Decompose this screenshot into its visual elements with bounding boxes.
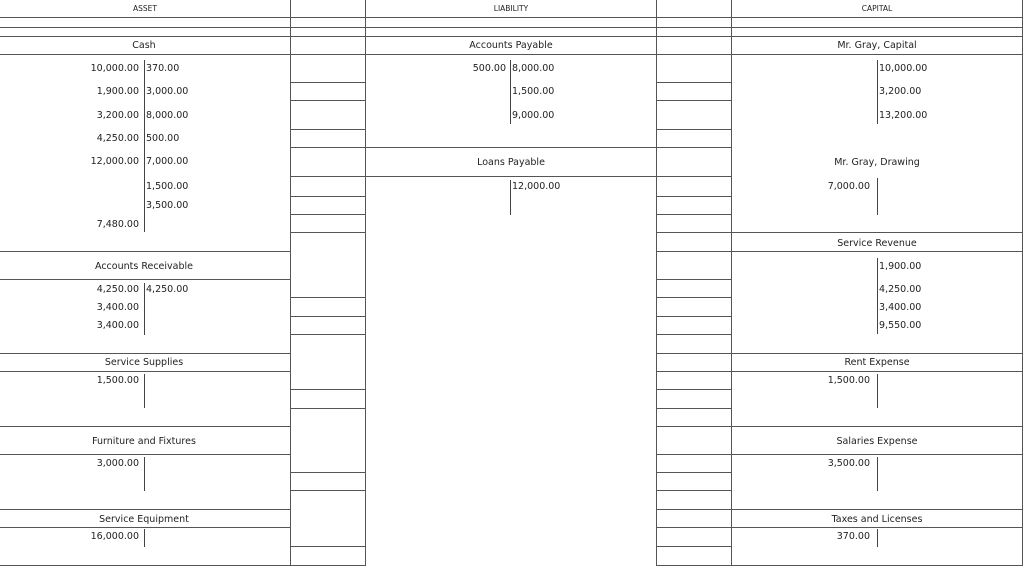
grid-rule <box>290 129 365 130</box>
grid-rule <box>731 251 1023 252</box>
grid-rule <box>0 54 1023 55</box>
debit-amount: 12,000.00 <box>90 156 139 167</box>
grid-rule <box>656 454 731 455</box>
debit-amount: 4,250.00 <box>96 133 139 144</box>
grid-rule <box>290 214 365 215</box>
grid-rule <box>731 232 1023 233</box>
grid-rule <box>656 232 731 233</box>
grid-rule <box>656 251 731 252</box>
credit-balance: 13,200.00 <box>879 110 928 121</box>
grid-rule <box>656 371 731 372</box>
grid-rule <box>0 36 1023 37</box>
grid-rule <box>0 251 290 252</box>
account-title-service-equipment: Service Equipment <box>99 514 189 525</box>
grid-rule <box>731 509 1023 510</box>
grid-rule <box>0 527 290 528</box>
t-account-divider <box>877 258 878 334</box>
credit-amount: 370.00 <box>146 63 180 74</box>
debit-amount: 500.00 <box>472 63 506 74</box>
debit-amount: 10,000.00 <box>90 63 139 74</box>
debit-amount: 7,000.00 <box>827 181 870 192</box>
grid-rule <box>0 565 366 566</box>
debit-amount: 16,000.00 <box>90 531 139 542</box>
account-title-accounts-payable: Accounts Payable <box>469 40 553 51</box>
credit-amount: 500.00 <box>146 133 180 144</box>
grid-rule <box>731 426 1023 427</box>
column-divider <box>365 0 366 566</box>
grid-rule <box>656 527 731 528</box>
account-title-salaries-expense: Salaries Expense <box>836 436 918 447</box>
grid-rule <box>656 509 731 510</box>
grid-rule <box>656 353 731 354</box>
account-title-loans-payable: Loans Payable <box>477 157 545 168</box>
column-divider <box>731 0 732 566</box>
t-account-divider <box>877 374 878 408</box>
credit-amount: 8,000.00 <box>146 110 189 121</box>
grid-rule <box>656 472 731 473</box>
credit-amount: 1,900.00 <box>879 261 922 272</box>
grid-rule <box>0 371 290 372</box>
grid-rule <box>290 472 365 473</box>
debit-balance: 7,480.00 <box>96 219 139 230</box>
t-account-divider <box>877 60 878 124</box>
grid-rule <box>290 176 365 177</box>
credit-amount: 4,250.00 <box>879 284 922 295</box>
debit-amount: 3,400.00 <box>96 302 139 313</box>
grid-rule <box>656 176 731 177</box>
account-title-accounts-receivable: Accounts Receivable <box>94 261 194 272</box>
debit-amount: 3,000.00 <box>96 458 139 469</box>
t-account-divider <box>144 60 145 232</box>
grid-rule <box>656 546 731 547</box>
grid-rule <box>656 279 731 280</box>
grid-rule <box>365 176 656 177</box>
credit-amount: 7,000.00 <box>146 156 189 167</box>
account-title-rent-expense: Rent Expense <box>844 357 910 368</box>
credit-amount: 1,500.00 <box>512 86 555 97</box>
credit-amount: 8,000.00 <box>512 63 555 74</box>
grid-rule <box>290 389 365 390</box>
t-account-divider <box>144 529 145 547</box>
t-account-divider <box>510 180 511 215</box>
grid-rule <box>731 371 1023 372</box>
credit-amount: 3,500.00 <box>146 200 189 211</box>
grid-rule <box>656 214 731 215</box>
grid-rule <box>0 279 290 280</box>
credit-amount: 3,000.00 <box>146 86 189 97</box>
grid-rule <box>290 297 365 298</box>
capital-header: CAPITAL <box>861 4 893 13</box>
debit-amount: 370.00 <box>836 531 870 542</box>
grid-rule <box>656 129 731 130</box>
grid-rule <box>290 316 365 317</box>
grid-rule <box>0 509 290 510</box>
account-title-gray-drawing: Mr. Gray, Drawing <box>834 157 920 168</box>
t-account-divider <box>144 374 145 408</box>
credit-balance: 9,550.00 <box>879 320 922 331</box>
credit-balance: 9,000.00 <box>512 110 555 121</box>
grid-rule <box>290 546 365 547</box>
grid-rule <box>656 82 731 83</box>
grid-rule <box>0 426 290 427</box>
grid-rule <box>656 389 731 390</box>
grid-rule <box>290 408 365 409</box>
t-account-divider <box>144 457 145 491</box>
grid-rule <box>0 353 290 354</box>
credit-amount: 4,250.00 <box>146 284 189 295</box>
grid-rule <box>290 232 365 233</box>
grid-rule <box>656 100 731 101</box>
t-account-divider <box>144 283 145 335</box>
asset-header: ASSET <box>133 4 157 13</box>
grid-rule <box>656 408 731 409</box>
t-account-divider <box>877 457 878 491</box>
grid-rule <box>656 490 731 491</box>
grid-rule <box>0 454 290 455</box>
debit-amount: 1,500.00 <box>827 375 870 386</box>
grid-rule <box>656 147 731 148</box>
account-title-gray-capital: Mr. Gray, Capital <box>837 40 917 51</box>
grid-rule <box>290 82 365 83</box>
grid-rule <box>290 147 365 148</box>
grid-rule <box>365 147 656 148</box>
column-divider <box>656 0 657 566</box>
header-rule <box>0 17 1023 18</box>
grid-rule <box>656 334 731 335</box>
grid-rule <box>290 100 365 101</box>
account-title-taxes-licenses: Taxes and Licenses <box>831 514 923 525</box>
credit-amount: 3,400.00 <box>879 302 922 313</box>
debit-amount: 4,250.00 <box>96 284 139 295</box>
debit-amount: 3,400.00 <box>96 320 139 331</box>
credit-amount: 1,500.00 <box>146 181 189 192</box>
grid-rule <box>656 196 731 197</box>
credit-amount: 10,000.00 <box>879 63 928 74</box>
debit-amount: 3,500.00 <box>827 458 870 469</box>
grid-rule <box>731 527 1023 528</box>
grid-rule <box>290 334 365 335</box>
grid-rule <box>656 565 1023 566</box>
grid-rule <box>290 490 365 491</box>
debit-amount: 3,200.00 <box>96 110 139 121</box>
grid-rule <box>656 297 731 298</box>
liability-header: LIABILITY <box>493 4 529 13</box>
t-account-divider <box>877 529 878 547</box>
column-divider <box>290 0 291 566</box>
account-title-service-revenue: Service Revenue <box>837 238 917 249</box>
t-account-divider <box>510 60 511 124</box>
t-account-divider <box>877 178 878 215</box>
debit-amount: 1,500.00 <box>96 375 139 386</box>
credit-amount: 12,000.00 <box>512 181 561 192</box>
grid-rule <box>731 353 1023 354</box>
grid-rule <box>290 196 365 197</box>
debit-amount: 1,900.00 <box>96 86 139 97</box>
account-title-service-supplies: Service Supplies <box>104 357 184 368</box>
grid-rule <box>0 27 1023 28</box>
account-title-furniture-fixtures: Furniture and Fixtures <box>92 436 196 447</box>
grid-rule <box>731 454 1023 455</box>
account-title-cash: Cash <box>132 40 156 51</box>
credit-amount: 3,200.00 <box>879 86 922 97</box>
grid-rule <box>656 426 731 427</box>
grid-rule <box>656 316 731 317</box>
